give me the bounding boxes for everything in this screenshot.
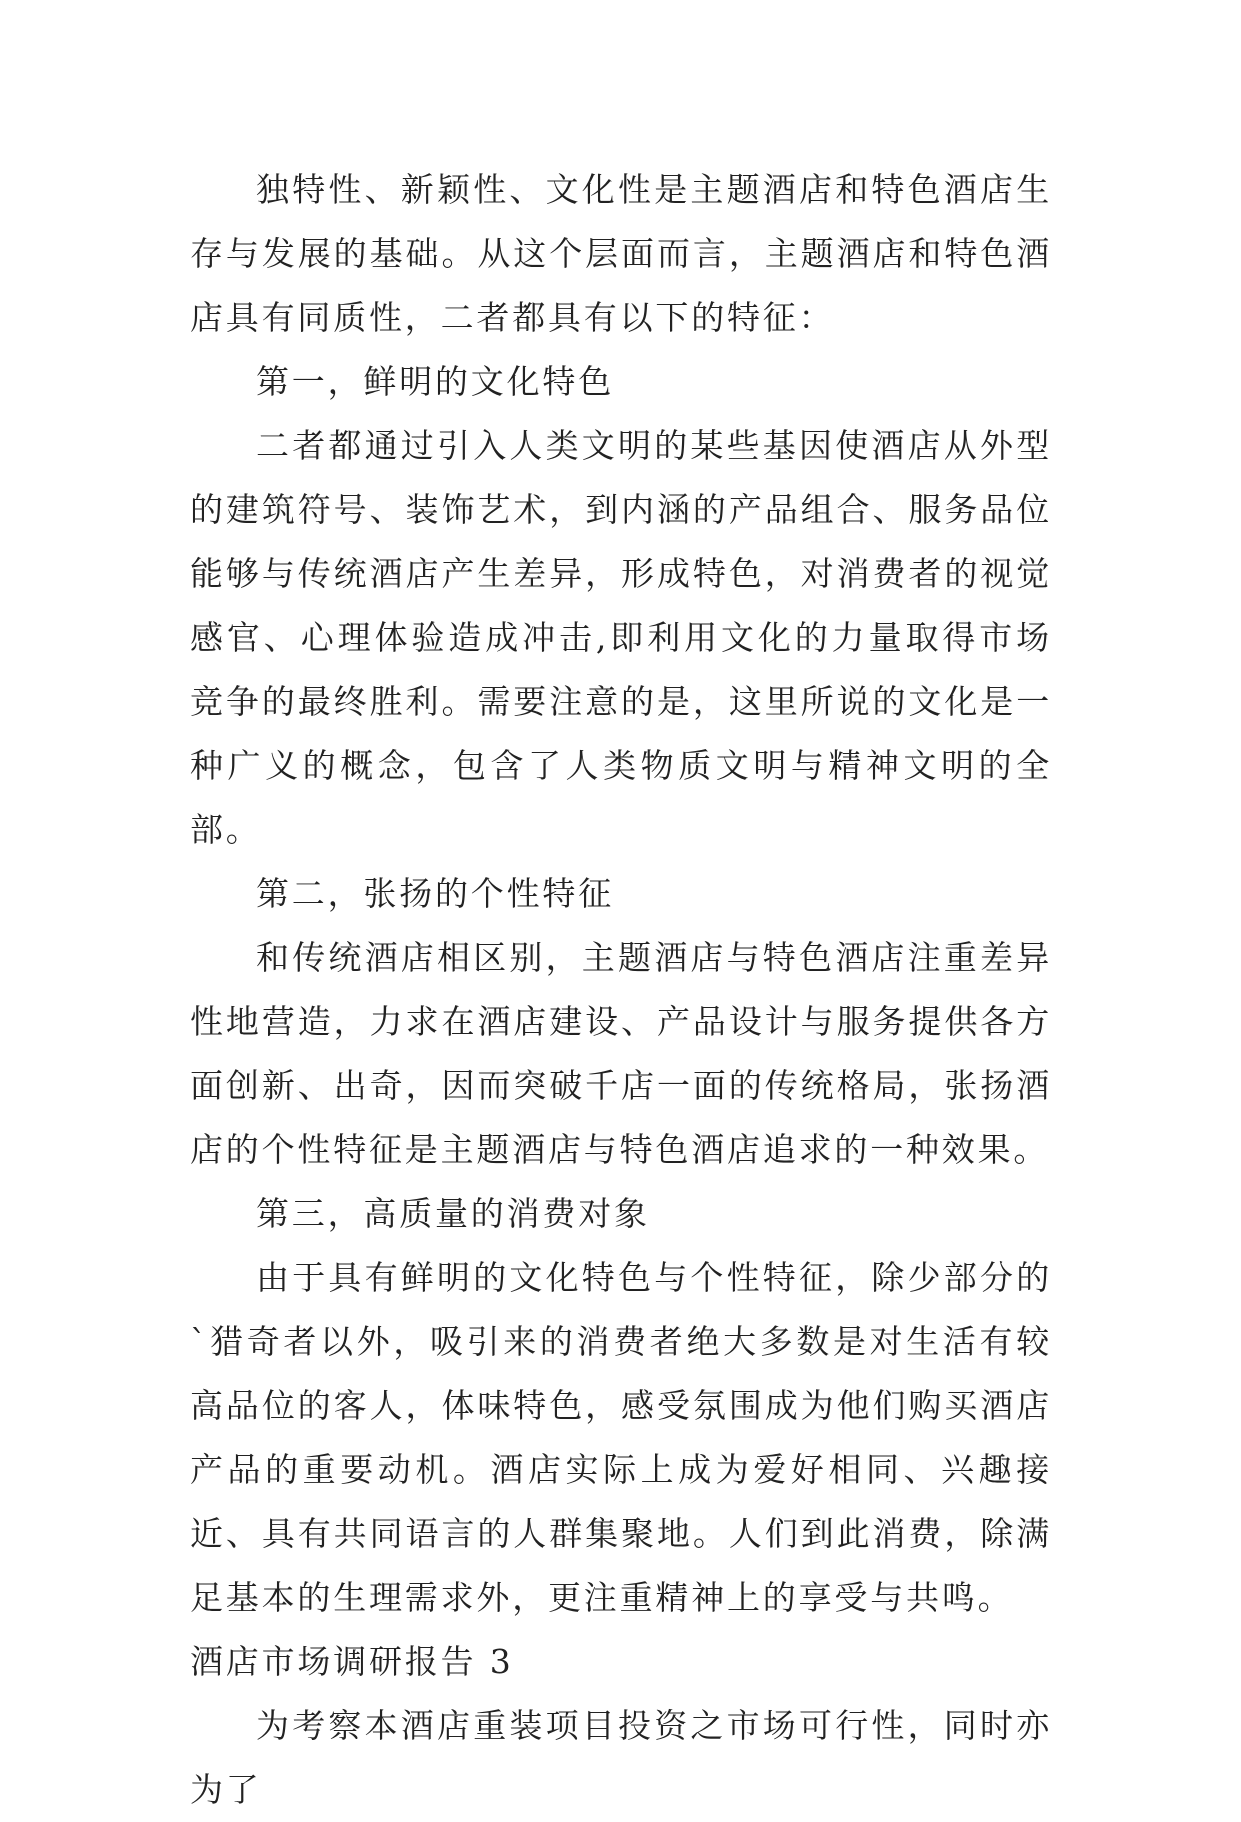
section-title-report-3: 酒店市场调研报告 3 <box>190 1642 514 1681</box>
heading-second-feature: 第二，张扬的个性特征 <box>256 874 614 913</box>
paragraph-intro: 独特性、新颖性、文化性是主题酒店和特色酒店生存与发展的基础。从这个层面而言，主题酒店和特色酒店具有同质性，二者都具有以下的特征： <box>190 170 1052 337</box>
paragraph-personality: 和传统酒店相区别，主题酒店与特色酒店注重差异性地营造，力求在酒店建设、产品设计与服务提供各方面创新、出奇，因而突破千店一面的传统格局，张扬酒店的个性特征是主题酒店与特色酒店追求的一种效果。 <box>190 938 1052 1169</box>
heading-third-feature: 第三，高质量的消费对象 <box>256 1194 650 1233</box>
heading-first-feature: 第一，鲜明的文化特色 <box>256 362 614 401</box>
paragraph-consumers: 由于具有鲜明的文化特色与个性特征，除少部分的`猎奇者以外，吸引来的消费者绝大多数是对生活有较高品位的客人，体味特色，感受氛围成为他们购买酒店产品的重要动机。酒店实际上成为爱好相同、兴趣接近、具有共同语言的人群集聚地。人们到此消费，除满足基本的生理需求外，更注重精神上的享受与共鸣。 <box>190 1258 1052 1617</box>
paragraph-report-intro: 为考察本酒店重装项目投资之市场可行性，同时亦为了 <box>190 1706 1052 1809</box>
paragraph-culture: 二者都通过引入人类文明的某些基因使酒店从外型的建筑符号、装饰艺术，到内涵的产品组合、服务品位能够与传统酒店产生差异，形成特色，对消费者的视觉感官、心理体验造成冲击,即利用文化的力量取得市场竞争的最终胜利。需要注意的是，这里所说的文化是一种广义的概念，包含了人类物质文明与精神文明的全部。 <box>190 426 1052 849</box>
document-body <box>190 158 1052 1822</box>
